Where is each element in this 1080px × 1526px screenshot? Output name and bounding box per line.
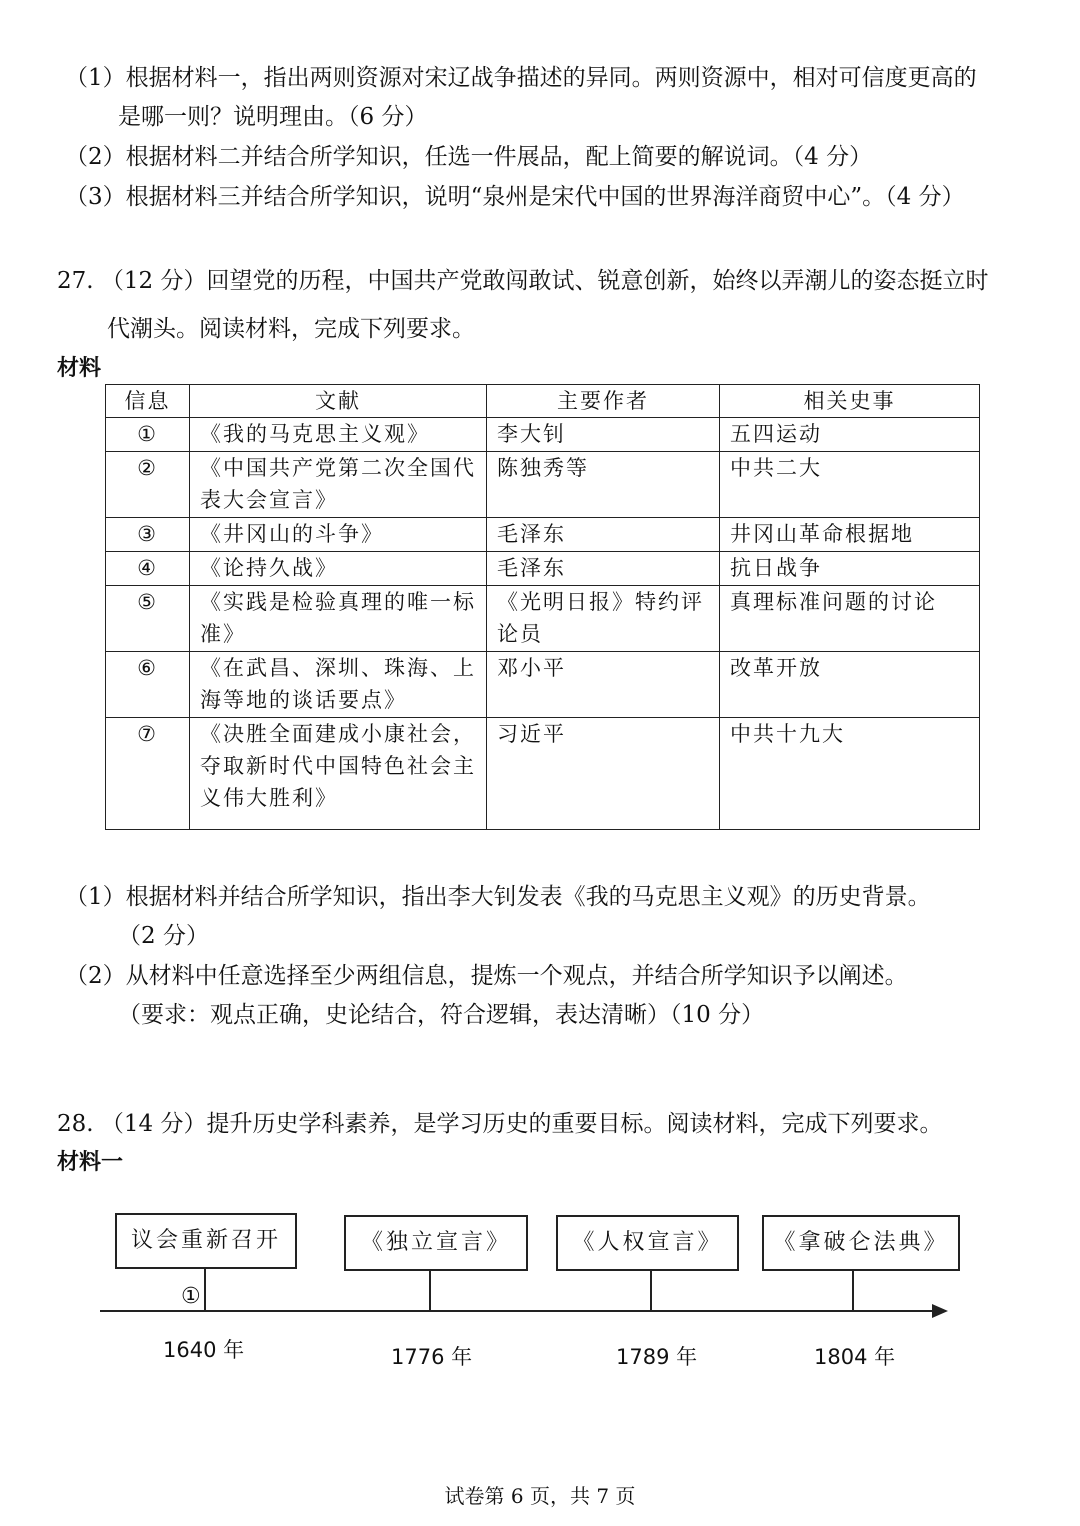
timeline-marker: ① <box>181 1284 201 1309</box>
q28-stem: 28. （14 分）提升历史学科素养，是学习历史的重要目标。阅读材料，完成下列要求。 <box>57 1111 943 1137</box>
row-event: 中共二大 <box>720 452 980 518</box>
q27-stem-line2: 代潮头。阅读材料，完成下列要求。 <box>107 316 475 342</box>
prev-question-1-line1: （1）根据材料一，指出两则资源对宋辽战争描述的异同。两则资源中，相对可信度更高的 <box>65 65 977 91</box>
prev-question-3: （3）根据材料三并结合所学知识，说明“泉州是宋代中国的世界海洋商贸中心”。（4 分） <box>65 184 965 210</box>
page-footer: 试卷第 6 页，共 7 页 <box>444 1484 636 1508</box>
q27-sub2-line1: （2）从材料中任意选择至少两组信息，提炼一个观点，并结合所学知识予以阐述。 <box>65 963 908 989</box>
q27-sub2-line2: （要求：观点正确，史论结合，符合逻辑，表达清晰）（10 分） <box>118 1002 765 1028</box>
row-document: 《我的马克思主义观》 <box>190 418 487 452</box>
row-author: 毛泽东 <box>487 518 720 552</box>
header-info: 信息 <box>106 385 190 418</box>
timeline-tick <box>429 1269 431 1311</box>
q27-sub1-line2: （2 分） <box>118 923 209 949</box>
timeline-year: 1776 年 <box>391 1345 473 1369</box>
timeline-event-box: 《人权宣言》 <box>556 1215 739 1271</box>
row-number: ⑤ <box>106 586 190 652</box>
row-document: 《论持久战》 <box>190 552 487 586</box>
row-document: 《井冈山的斗争》 <box>190 518 487 552</box>
row-number: ② <box>106 452 190 518</box>
q27-sub1-line1: （1）根据材料并结合所学知识，指出李大钊发表《我的马克思主义观》的历史背景。 <box>65 884 931 910</box>
q27-stem-line1: 27. （12 分）回望党的历程，中国共产党敢闯敢试、锐意创新，始终以弄潮儿的姿态挺立时 <box>57 268 989 294</box>
timeline-event-box: 《拿破仑法典》 <box>762 1215 960 1271</box>
row-author: 习近平 <box>487 718 720 830</box>
header-document: 文献 <box>190 385 487 418</box>
timeline-year: 1789 年 <box>616 1345 698 1369</box>
row-event: 抗日战争 <box>720 552 980 586</box>
row-number: ⑥ <box>106 652 190 718</box>
header-event: 相关史事 <box>720 385 980 418</box>
row-number: ④ <box>106 552 190 586</box>
timeline-event-box: 《独立宣言》 <box>344 1215 528 1271</box>
row-event: 井冈山革命根据地 <box>720 518 980 552</box>
row-event: 五四运动 <box>720 418 980 452</box>
row-event: 改革开放 <box>720 652 980 718</box>
row-number: ③ <box>106 518 190 552</box>
timeline-tick <box>650 1269 652 1311</box>
row-event: 中共十九大 <box>720 718 980 830</box>
row-document: 《在武昌、深圳、珠海、上海等地的谈话要点》 <box>190 652 487 718</box>
q28-material-label: 材料一 <box>57 1150 124 1175</box>
prev-question-1-line2: 是哪一则？说明理由。（6 分） <box>118 104 428 130</box>
row-author: 李大钊 <box>487 418 720 452</box>
row-author: 《光明日报》特约评论员 <box>487 586 720 652</box>
timeline-tick <box>204 1267 206 1311</box>
header-author: 主要作者 <box>487 385 720 418</box>
row-document: 《决胜全面建成小康社会，夺取新时代中国特色社会主义伟大胜利》 <box>190 718 487 830</box>
row-number: ① <box>106 418 190 452</box>
timeline-event-box: 议会重新召开 <box>115 1213 297 1269</box>
row-event: 真理标准问题的讨论 <box>720 586 980 652</box>
timeline-arrow-icon <box>932 1304 948 1318</box>
row-author: 邓小平 <box>487 652 720 718</box>
timeline-year: 1804 年 <box>814 1345 896 1369</box>
row-number: ⑦ <box>106 718 190 830</box>
row-author: 毛泽东 <box>487 552 720 586</box>
row-document: 《实践是检验真理的唯一标准》 <box>190 586 487 652</box>
prev-question-2: （2）根据材料二并结合所学知识，任选一件展品，配上简要的解说词。（4 分） <box>65 144 873 170</box>
row-document: 《中国共产党第二次全国代表大会宣言》 <box>190 452 487 518</box>
timeline-year: 1640 年 <box>163 1338 245 1362</box>
q27-material-label: 材料 <box>57 356 102 381</box>
timeline-tick <box>852 1269 854 1311</box>
row-author: 陈独秀等 <box>487 452 720 518</box>
